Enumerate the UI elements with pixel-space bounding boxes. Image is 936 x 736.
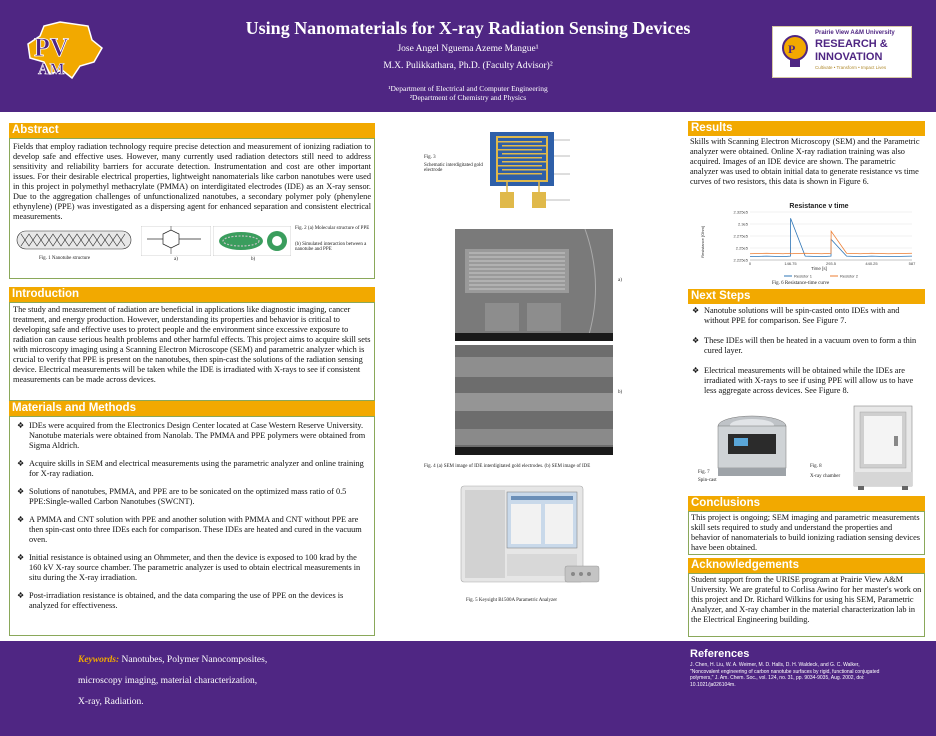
methods-bullet: ❖ Solutions of nanotubes, PMMA, and PPE are to be sonicated on the optimized mass ratio of 0.5 PPE:Single-walled Carbon Nanotubes (SWCNT). — [13, 487, 371, 507]
affiliation-2: ²Department of Chemistry and Physics — [409, 93, 527, 102]
abstract-figures — [13, 226, 371, 268]
next-steps-section — [688, 289, 925, 404]
methods-list — [13, 421, 371, 611]
parametric-analyzer-image — [455, 482, 605, 592]
sem-b-label: b) — [618, 390, 623, 395]
fig3-caption-number: Fig. 3 — [424, 155, 436, 160]
chart-ylabel: Resistance [Ohm] — [700, 226, 705, 258]
introduction-box — [9, 302, 375, 401]
fig5-caption: Fig. 5 Keysight B1500A Parametric Analyzer — [466, 598, 558, 603]
references-text: J. Chen, H. Liu, W. A. Weimer, M. D. Halls, D. H. Waldeck, and G. C. Walker, "Noncovalent engineering of carbon nanotube surfaces by rigid, functional conjugated polymers," J. Am. Chem. Soc., vol. 124, no. 31, pp. 9034-9035, Aug. 2002, doi: 10.1021/ja026104m. — [690, 662, 880, 688]
keywords-line-1 — [78, 650, 378, 671]
resistance-time-chart — [698, 200, 920, 280]
fig2-caption-b: (b) Simulated interaction between a nanotube and PPE — [295, 242, 367, 252]
ppe-molecule-figure — [141, 226, 211, 256]
fig2b-label: b) — [251, 257, 256, 262]
next-steps-heading: Next Steps — [688, 289, 925, 304]
next-steps-bullet: ❖ Electrical measurements will be obtained while the IDEs are irradiated with X-rays to see if using PPE will allow us to have less aggregate across devices. See Figure 8. — [688, 366, 925, 396]
results-section — [688, 121, 925, 188]
legend-label-1: Resistor 1 — [794, 273, 813, 279]
chart-xlabel: Time [s] — [811, 266, 827, 271]
xray-chamber-image — [848, 402, 918, 492]
fig1-caption: Fig. 1 Nanotube structure — [39, 256, 91, 261]
methods-bullet: ❖ IDEs were acquired from the Electronics Design Center located at Case Western Reserve University. Nanotube materials were obtained from Nanolab. The PMMA and PPE polymers were obtained from Sigma Aldrich. — [13, 421, 371, 451]
acknowledgements-heading: Acknowledgements — [688, 558, 925, 573]
y-tick-label: 2.225e5 — [733, 257, 748, 263]
fig2-caption-a: Fig. 2 (a) Molecular structure of PPE — [295, 226, 370, 231]
author-advisor: M.X. Pulikkathara, Ph.D. (Faculty Advisor)² — [383, 61, 553, 71]
y-tick-label: 2.325e5 — [733, 209, 748, 215]
acknowledgements-text: Student support from the URISE program at Prairie View A&M University. We are grateful to Corlisa Awino for her master's work on this project and Dr. Richard Wilkins for using his SEM, Parametric Analyzer, and X-ray chamber in the material characterization lab in the Electrical Engineering building. — [691, 575, 922, 624]
logo-research-text: RESEARCH & — [815, 38, 888, 50]
results-body — [688, 136, 925, 188]
author-student: Jose Angel Nguema Azeme Mangue¹ — [397, 44, 539, 54]
methods-section — [9, 401, 375, 636]
conclusions-box — [688, 511, 925, 555]
chart-title: Resistance v time — [789, 203, 849, 210]
conclusions-text: This project is ongoing; SEM imaging and parametric measurements skill sets required to study and understand the properties and behavior of nanomaterials to build ionizing radiation sensing devices have been obtained. — [691, 513, 921, 552]
x-tick-label: 146.75 — [784, 261, 797, 266]
introduction-section — [9, 287, 375, 401]
sem-image-a — [455, 229, 613, 341]
logo-tagline-text: Cultivate • Transform • Impact Lives — [815, 65, 887, 70]
results-heading: Results — [688, 121, 925, 136]
keywords-label: Keywords: — [78, 655, 120, 665]
research-innovation-logo — [772, 26, 912, 78]
sem-image-b — [455, 345, 613, 455]
abstract-section — [9, 123, 375, 279]
conclusions-section — [688, 496, 925, 555]
affiliation-1: ¹Department of Electrical and Computer Engineering — [388, 84, 548, 93]
next-steps-list — [688, 306, 925, 396]
methods-bullet: ❖ Post-irradiation resistance is obtained, and the data comparing the use of PPE on the devices is analyzed for effectiveness. — [13, 591, 371, 611]
abstract-heading: Abstract — [9, 123, 375, 138]
acknowledgements-box — [688, 573, 925, 637]
next-steps-bullet: ❖ These IDEs will then be heated in a vacuum oven to form a thin cured layer. — [688, 336, 925, 356]
conclusions-heading: Conclusions — [688, 496, 925, 511]
y-tick-label: 2.275e5 — [733, 233, 748, 239]
x-tick-label: 587 — [908, 261, 916, 266]
fig2a-label: a) — [174, 257, 178, 262]
next-steps-bullet: ❖ Nanotube solutions will be spin-casted onto IDEs with and without PPE for comparison. See Figure 7. — [688, 306, 925, 326]
svg-text:PV: PV — [34, 33, 69, 62]
nanotube-ppe-simulation-figure — [213, 226, 291, 256]
methods-box — [9, 416, 375, 636]
x-tick-label: 440.25 — [865, 261, 878, 266]
series-line-2 — [750, 231, 912, 254]
keywords-text-3: X-ray, Radiation. — [78, 697, 144, 707]
fig4-caption: Fig. 4 (a) SEM image of IDE interdigitated gold electrodes. (b) SEM image of IDE — [424, 464, 591, 469]
fig6-caption: Fig. 6 Resistance-time curve — [772, 281, 830, 286]
fig8-caption-text: X-ray chamber — [810, 474, 841, 479]
introduction-heading: Introduction — [9, 287, 375, 302]
poster-title: Using Nanomaterials for X-ray Radiation Sensing Devices — [245, 18, 691, 38]
methods-bullet: ❖ Acquire skills in SEM and electrical measurements using the parametric analyzer and online training for X-ray radiation. — [13, 459, 371, 479]
spin-coater-image — [710, 412, 796, 484]
y-tick-label: 2.3e5 — [737, 221, 748, 227]
references-heading: References — [690, 648, 750, 660]
introduction-text: The study and measurement of radiation are beneficial in applications like diagnostic imaging, cancer treatment, and energy production. However, understanding its properties and behavior is critical to developing safe and effective uses to protect people and the environment since excessive exposure to radiation can cause serious health problems and other harmful effects. This project aims to acquire skill sets with microscopy imaging using a Scanning Electron Microscope (SEM) and parametric analyzer which is crucial to verify that PPE is present on the nanotubes, then spin-cast the solutions of the radiation sensing device. Electrical measurements will be taken while the IDE is irradiated with X-rays to see if consistent measurements can be made across devices. — [13, 305, 371, 384]
keywords-text-2: microscopy imaging, material characterization, — [78, 676, 258, 686]
methods-bullet: ❖ A PMMA and CNT solution with PPE and another solution with PMMA and CNT without PPE are then spin-cast onto three IDEs each for comparison. These IDEs are heated and cured in the vacuum oven. — [13, 515, 371, 545]
chart-axes — [734, 209, 917, 266]
legend-label-2: Resistor 2 — [840, 273, 859, 279]
methods-heading: Materials and Methods — [9, 401, 375, 416]
abstract-box — [9, 138, 375, 279]
methods-bullet: ❖ Initial resistance is obtained using an Ohmmeter, and then the device is exposed to 100 krad by the 160 kV X-ray source chamber. The parametric analyzer is used to obtain electrical measurements in situ during the X-ray irradiation. — [13, 553, 371, 583]
nanotube-structure-figure — [15, 228, 133, 252]
fig7-caption-text: Spin-cast — [698, 478, 717, 483]
fig3-caption-text: Schematic interdigitated gold electrode — [424, 163, 483, 173]
fig7-caption-number: Fig. 7 — [698, 470, 710, 475]
keywords-text-1: Nanotubes, Polymer Nanocomposites, — [119, 655, 268, 665]
keywords-block — [78, 650, 378, 713]
acknowledgements-section — [688, 558, 925, 637]
logo-university-text: Prairie View A&M University — [815, 30, 895, 36]
x-tick-label: 293.5 — [825, 261, 837, 266]
ide-schematic-figure — [486, 130, 572, 212]
results-text: Skills with Scanning Electron Microscopy (SEM) and the Parametric analyzer were obtained. Online X-ray radiation training was also acquired. Images of an IDE device are shown. The parametric analyzer was used to obtain initial data to generate resistance vs time curves of two resistors, this data is shown in Figure 6. — [690, 137, 920, 186]
logo-innovation-text: INNOVATION — [815, 51, 883, 63]
y-tick-label: 2.25e5 — [735, 245, 748, 251]
x-tick-label: 0 — [748, 261, 752, 266]
fig8-caption-number: Fig. 8 — [810, 464, 822, 469]
abstract-text: Fields that employ radiation technology require precise detection and measurement of ionizing radiation to develop safe and effective uses. However, many currently used radiation detectors still need to address sensitivity and reliability barriers for accurate detection. Instrumentation and cost are other important issues. For their desirable electrical properties, lightweight nanomaterials like carbon nanotubes were used in this project in polymethyl methacrylate (PMMA) on interdigitated electrodes (IDE) as an X-ray sensor. Due to the aggregation challenges of unfunctionalized nanotubes, a secondary polymer poly (phenylene ethynylene) (PPE) was investigated as a dispersing agent for enhanced separation and consistent electrical measurements. — [13, 142, 371, 221]
svg-text:P: P — [788, 42, 796, 56]
svg-text:AM: AM — [38, 61, 65, 78]
chart-legend — [784, 274, 859, 279]
sem-a-label: a) — [618, 278, 622, 283]
